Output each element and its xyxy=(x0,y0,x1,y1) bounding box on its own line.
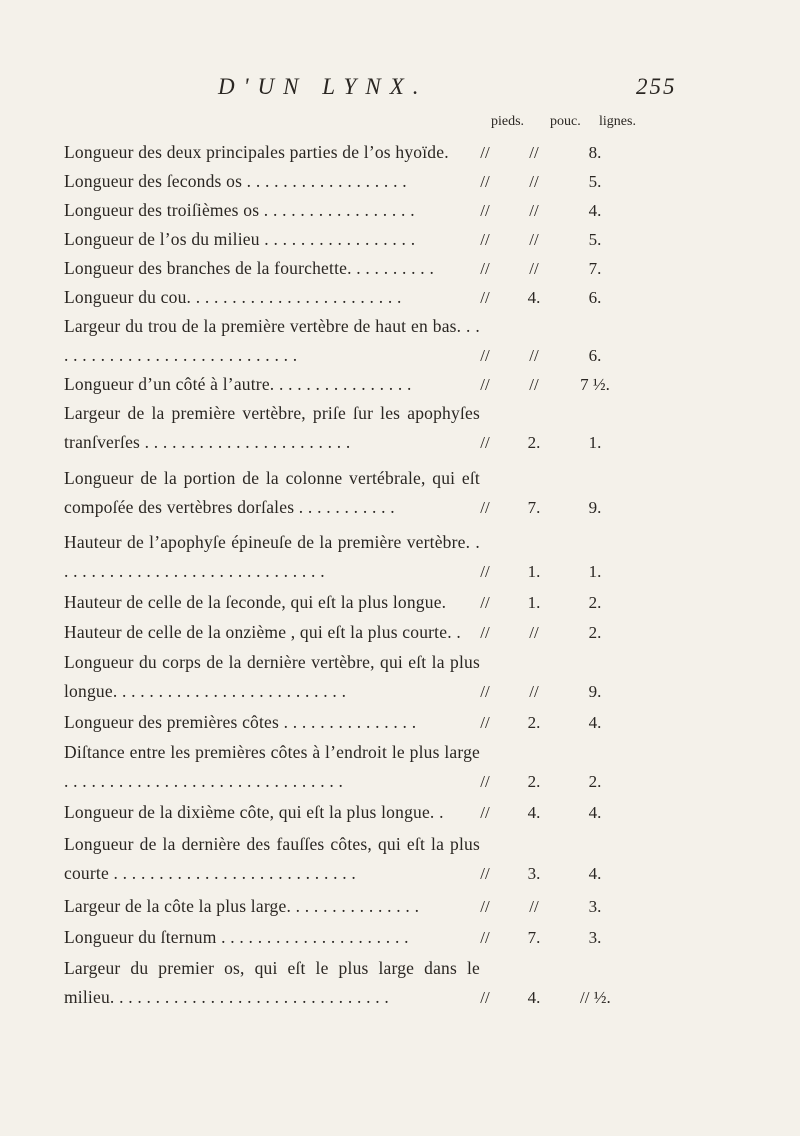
value-pouces: 4. xyxy=(527,988,541,1007)
value-pieds: // xyxy=(480,988,490,1007)
value-pieds: // xyxy=(480,803,490,822)
value-pieds: // xyxy=(480,713,490,732)
row-label: Longueur des premières côtes . . . . . . . . . . . . . . . xyxy=(64,712,417,732)
value-pouces: 2. xyxy=(527,433,541,452)
value-pouces: 4. xyxy=(527,288,541,307)
value-pieds: // xyxy=(480,143,490,162)
value-lignes: 4. xyxy=(588,713,602,732)
column-header-pieds: pieds. xyxy=(491,114,525,129)
column-header-lignes: lignes. xyxy=(599,114,636,129)
value-pieds: // xyxy=(480,593,490,612)
value-lignes: 7 ½. xyxy=(580,375,610,394)
row-label: Longueur du ſternum . . . . . . . . . . . . . . . . . . . . . xyxy=(64,927,409,947)
value-lignes: 3. xyxy=(588,928,602,947)
row-label: Longueur des ſeconds os . . . . . . . . . . . . . . . . . . xyxy=(64,171,407,191)
value-lignes: 5. xyxy=(588,230,602,249)
row-label: Largeur de la première vertèbre, priſe ſur les apophyſes tranſverſes . . . . . . . . . . . . . . . . . . . . . . . xyxy=(64,403,480,452)
row-label: Largeur du trou de la première vertèbre de haut en bas. . . . . . . . . . . . . . . . . . . . . . . . . . . . . xyxy=(64,316,480,365)
row-label: Longueur des branches de la fourchette. . . . . . . . . . xyxy=(64,258,435,278)
value-lignes: 6. xyxy=(588,288,602,307)
row-label: Longueur du corps de la dernière vertèbre, qui eſt la plus longue. . . . . . . . . . . . . . . . . . . . . . . . . . xyxy=(64,652,480,701)
value-lignes: 2. xyxy=(588,772,602,791)
row-label: Longueur de la dixième côte, qui eſt la plus longue. . xyxy=(64,802,444,822)
value-pouces: 3. xyxy=(527,864,541,883)
row-label: Longueur de la dernière des fauſſes côtes, qui eſt la plus courte . . . . . . . . . . . . . . . . . . . . . . . . . . . xyxy=(64,834,480,883)
value-pieds: // xyxy=(480,682,490,701)
row-label: Longueur des deux principales parties de l’os hyoïde. xyxy=(64,142,449,162)
row-label: Longueur d’un côté à l’autre. . . . . . . . . . . . . . . . xyxy=(64,374,412,394)
row-label: Hauteur de l’apophyſe épineuſe de la première vertèbre. . . . . . . . . . . . . . . . . . . . . . . . . . . . . . . xyxy=(64,532,480,581)
value-pieds: // xyxy=(480,562,490,581)
value-lignes: 1. xyxy=(588,562,602,581)
running-head-title: D'UN LYNX. xyxy=(218,74,428,99)
row-label: Hauteur de celle de la onzième , qui eſt la plus courte. . xyxy=(64,622,461,642)
value-lignes: 9. xyxy=(588,682,602,701)
row-label: Longueur des troiſièmes os . . . . . . . . . . . . . . . . . xyxy=(64,200,415,220)
value-lignes: 4. xyxy=(588,864,602,883)
value-pouces: 7. xyxy=(527,928,541,947)
value-pieds: // xyxy=(480,433,490,452)
value-lignes: 9. xyxy=(588,498,602,517)
value-pieds: // xyxy=(480,375,490,394)
value-pieds: // xyxy=(480,623,490,642)
value-lignes: 1. xyxy=(588,433,602,452)
value-lignes: 6. xyxy=(588,346,602,365)
row-label: Largeur de la côte la plus large. . . . . . . . . . . . . . . xyxy=(64,896,420,916)
row-label: Diſtance entre les premières côtes à l’endroit le plus large . . . . . . . . . . . . . . . . . . . . . . . . . . . . . . . xyxy=(64,742,480,791)
row-label: Hauteur de celle de la ſeconde, qui eſt la plus longue. xyxy=(64,592,447,612)
value-pouces: // xyxy=(529,623,539,642)
value-lignes: // ½. xyxy=(580,988,611,1007)
value-pouces: // xyxy=(529,172,539,191)
value-pouces: // xyxy=(529,375,539,394)
value-pieds: // xyxy=(480,172,490,191)
column-header-pouces: pouc. xyxy=(550,114,581,129)
value-lignes: 2. xyxy=(588,593,602,612)
value-lignes: 3. xyxy=(588,897,602,916)
value-pouces: // xyxy=(529,682,539,701)
value-pieds: // xyxy=(480,897,490,916)
value-pieds: // xyxy=(480,230,490,249)
value-pouces: // xyxy=(529,346,539,365)
value-lignes: 5. xyxy=(588,172,602,191)
value-pieds: // xyxy=(480,928,490,947)
value-lignes: 2. xyxy=(588,623,602,642)
value-lignes: 7. xyxy=(588,259,602,278)
value-pieds: // xyxy=(480,498,490,517)
row-label: Longueur de l’os du milieu . . . . . . . . . . . . . . . . . xyxy=(64,229,416,249)
running-head xyxy=(0,74,800,104)
value-pouces: 1. xyxy=(527,562,541,581)
value-pouces: // xyxy=(529,230,539,249)
value-pieds: // xyxy=(480,346,490,365)
value-pieds: // xyxy=(480,259,490,278)
row-label: Largeur du premier os, qui eſt le plus large dans le milieu. . . . . . . . . . . . . . . . . . . . . . . . . . . . . . . xyxy=(64,958,480,1007)
row-label: Longueur du cou. . . . . . . . . . . . . . . . . . . . . . . . xyxy=(64,287,402,307)
value-pouces: // xyxy=(529,201,539,220)
page-number: 255 xyxy=(636,74,677,99)
value-lignes: 8. xyxy=(588,143,602,162)
value-pouces: 1. xyxy=(527,593,541,612)
value-lignes: 4. xyxy=(588,803,602,822)
value-pouces: 7. xyxy=(527,498,541,517)
value-pieds: // xyxy=(480,288,490,307)
value-pieds: // xyxy=(480,864,490,883)
value-pouces: // xyxy=(529,259,539,278)
value-pouces: 2. xyxy=(527,713,541,732)
value-lignes: 4. xyxy=(588,201,602,220)
value-pieds: // xyxy=(480,201,490,220)
value-pouces: 4. xyxy=(527,803,541,822)
value-pouces: 2. xyxy=(527,772,541,791)
value-pieds: // xyxy=(480,772,490,791)
value-pouces: // xyxy=(529,897,539,916)
value-pouces: // xyxy=(529,143,539,162)
row-label: Longueur de la portion de la colonne vertébrale, qui eſt compoſée des vertèbres dorſales . . . . . . . . . . . xyxy=(64,468,480,517)
